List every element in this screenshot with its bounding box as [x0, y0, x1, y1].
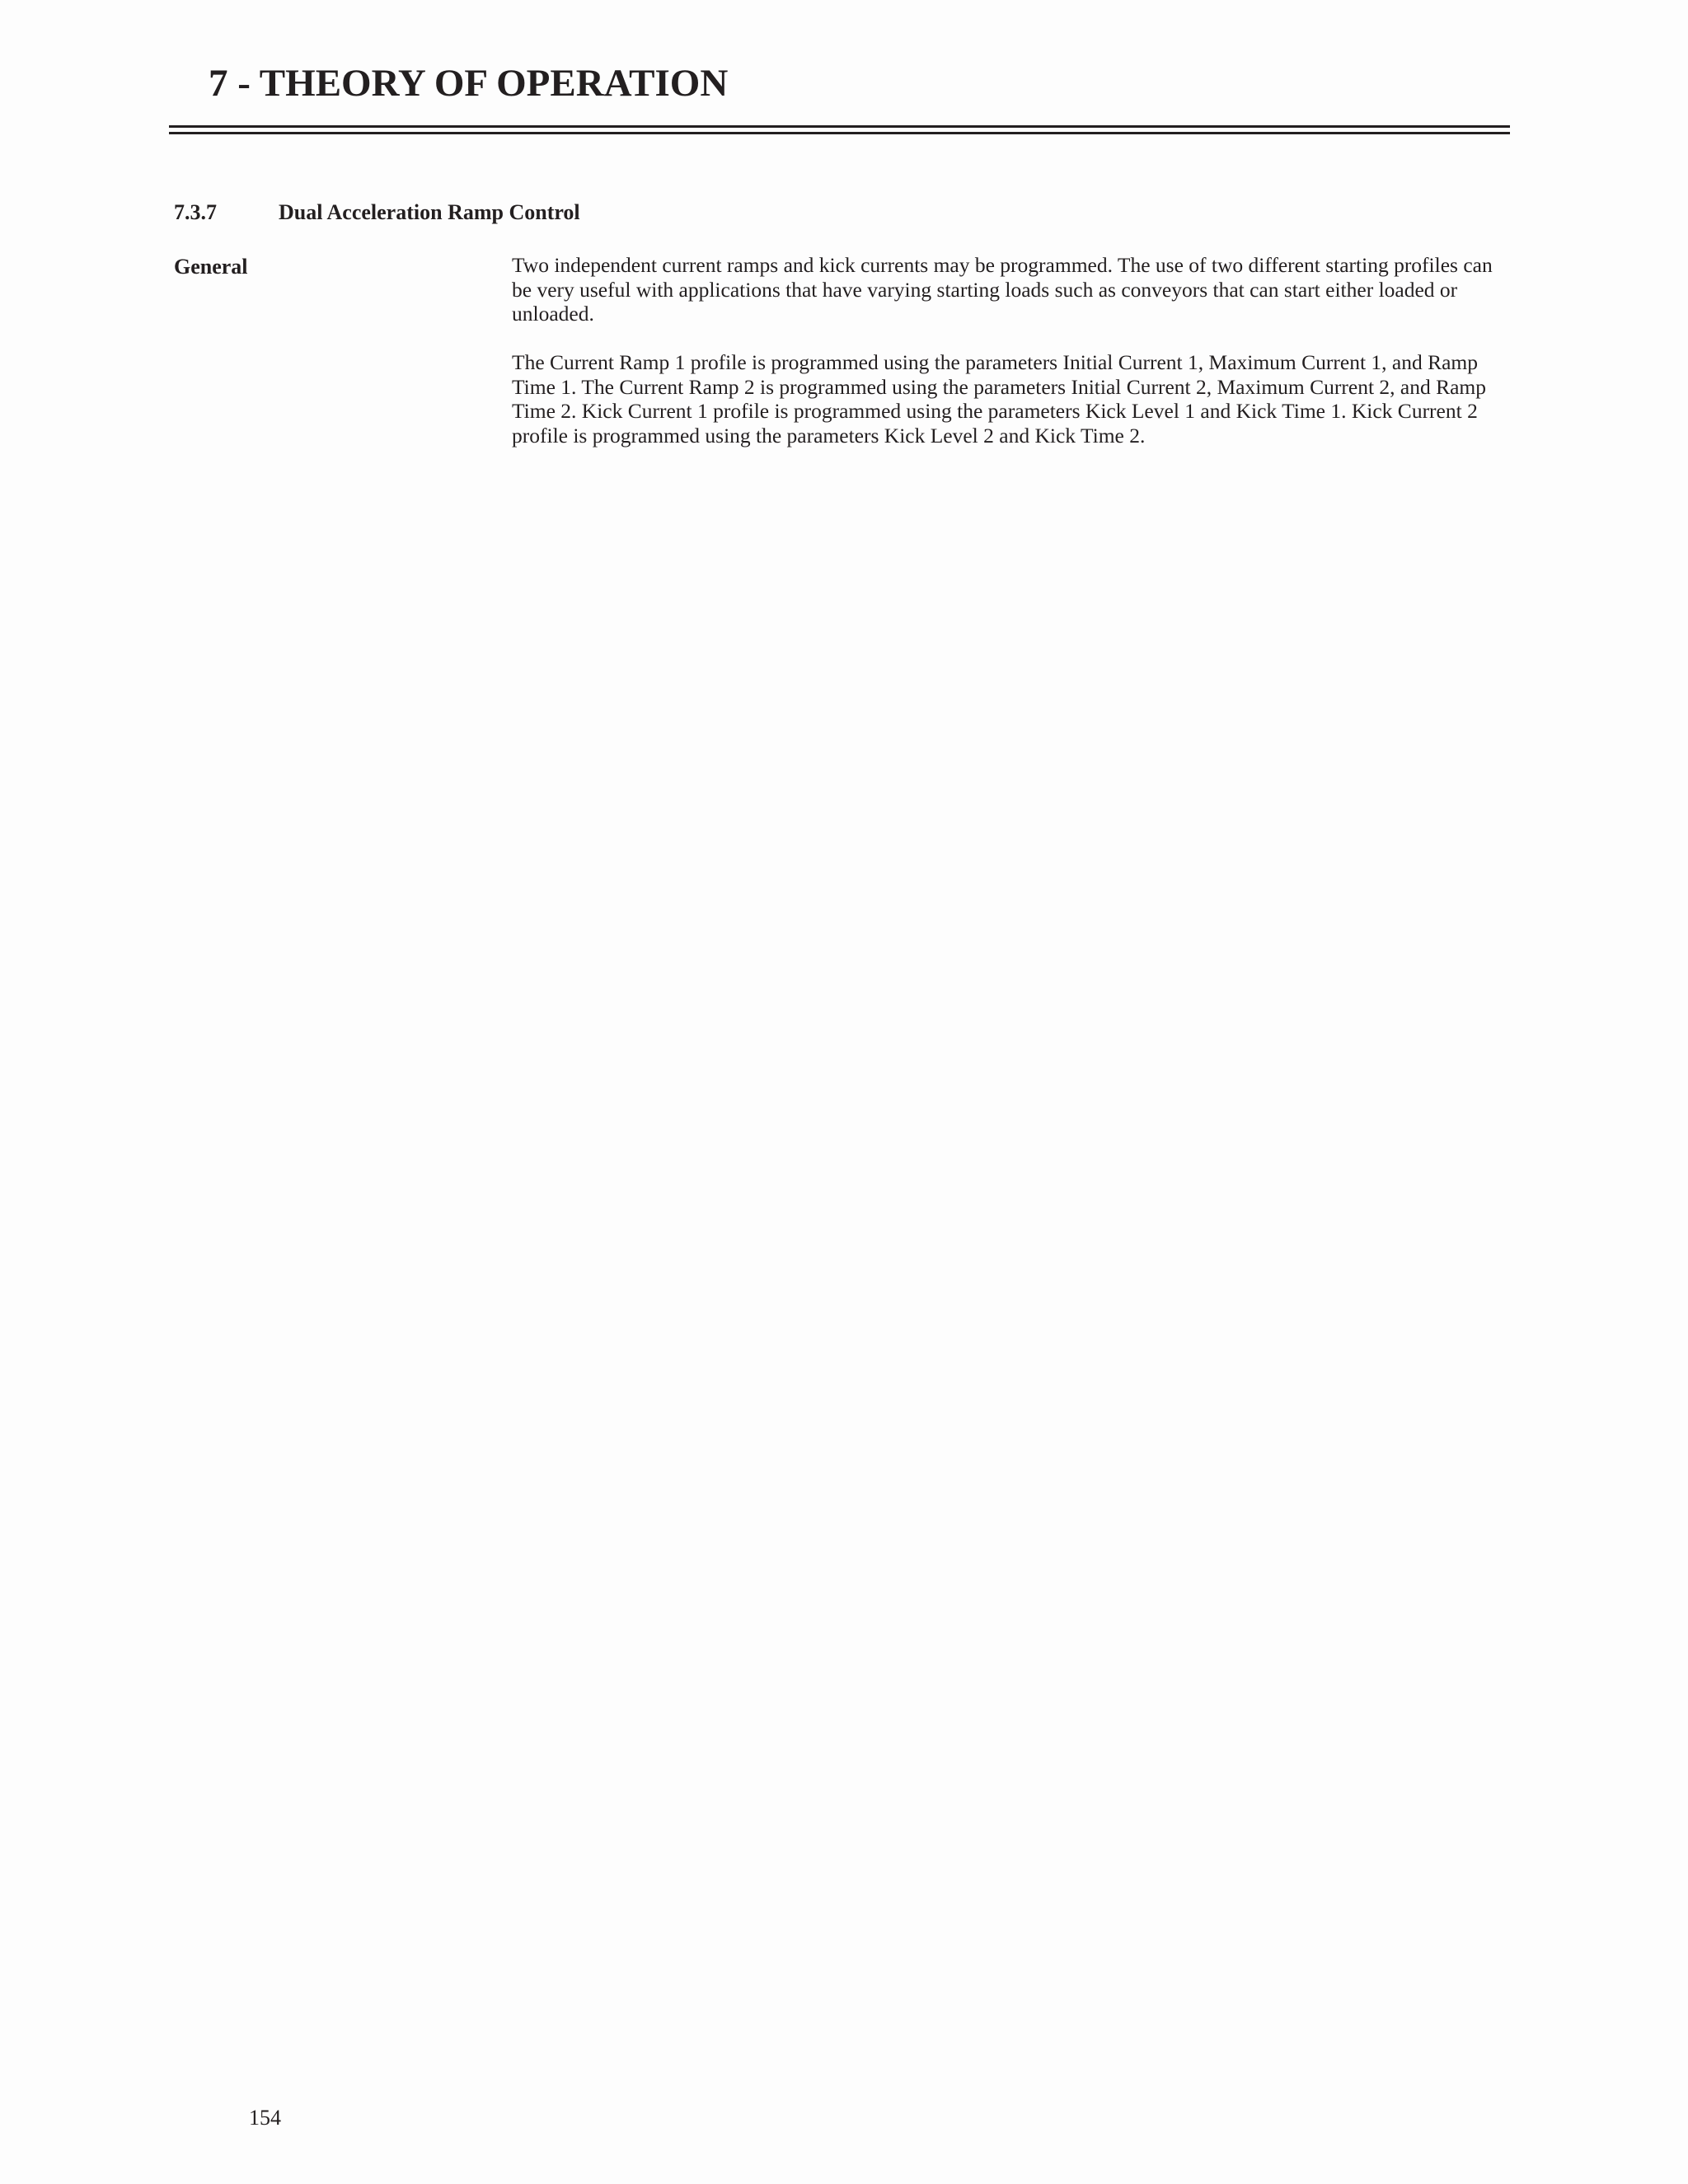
section-title: Dual Acceleration Ramp Control — [279, 200, 580, 224]
side-heading-general: General — [174, 255, 248, 279]
section-number: 7.3.7 — [174, 200, 217, 224]
page-number: 154 — [249, 2106, 281, 2130]
header-rule-bottom — [169, 132, 1510, 134]
header-rule-top — [169, 125, 1510, 128]
page-title: 7 - THEORY OF OPERATION — [209, 62, 729, 105]
body-paragraph: Two independent current ramps and kick currents may be programmed. The use of two different starting profiles can be very useful with applications that have varying starting loads such as conveyors that can start either loaded or unloaded. — [512, 253, 1493, 326]
body-paragraph: The Current Ramp 1 profile is programmed using the parameters Initial Current 1, Maximum Current 1, and Ramp Time 1. The Current Ramp 2 is programmed using the parameters Initial Current 2, Maximum Current 2, and Ramp Time 2. Kick Current 1 profile is programmed using the parameters Kick Level 1 and Kick Time 1. Kick Current 2 profile is programmed using the parameters Kick Level 2 and Kick Time 2. — [512, 350, 1487, 448]
